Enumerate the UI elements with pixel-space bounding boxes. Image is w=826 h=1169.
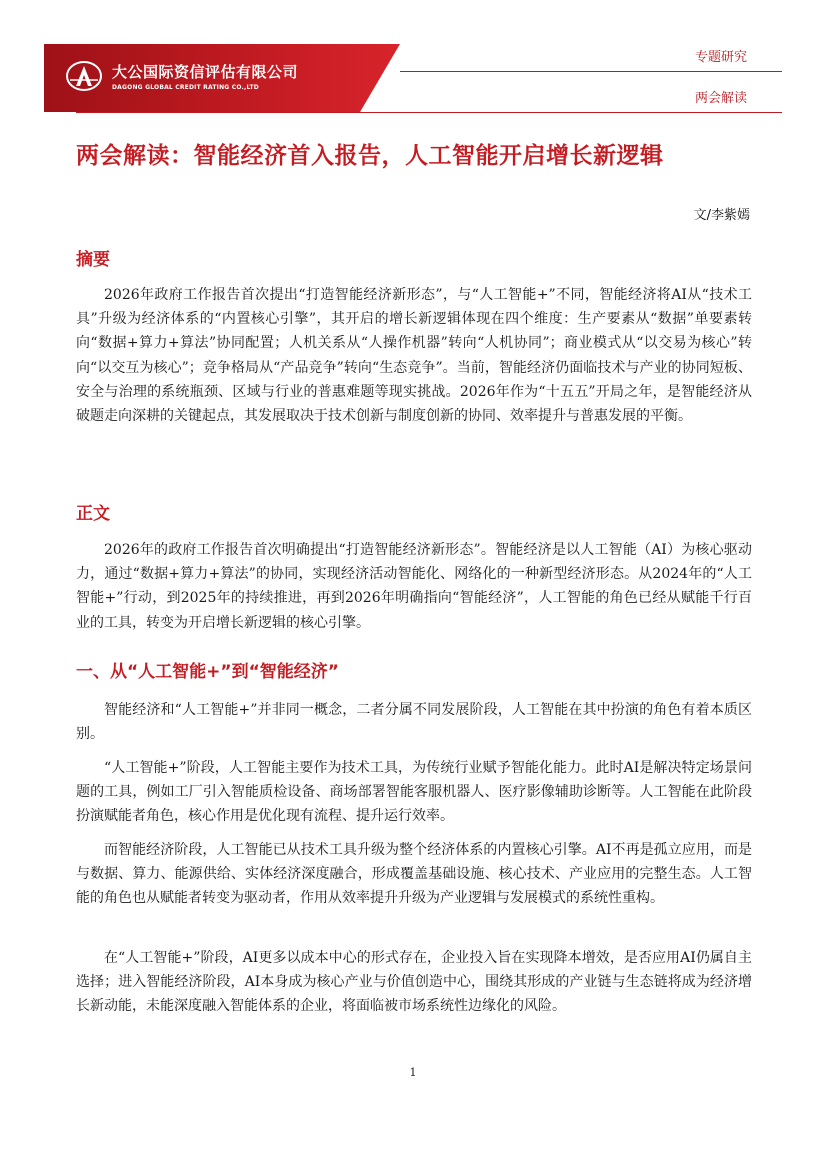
company-name-en: DAGONG GLOBAL CREDIT RATING CO.,LTD	[112, 84, 259, 91]
section1-heading: 一、从“人工智能+”到“智能经济”	[76, 662, 339, 682]
abstract-paragraph: 2026年政府工作报告首次提出“打造智能经济新形态”，与“人工智能+”不同，智能经济将AI从“技术工具”升级为经济体系的“内置核心引擎”，其开启的增长新逻辑体现在四个维度：生产要素从“数据”单要素转向“数据+算力+算法”协同配置；人机关系从“人操作机器”转向“人机协同”；商业模式从“以交易为核心”转向“以交互为核心”；竞争格局从“产品竞争”转向“生态竞争”。当前，智能经济仍面临技术与产业的协同短板、安全与治理的系统瓶颈、区域与行业的普惠难题等现实挑战。2026年作为“十五五”开局之年，是智能经济从破题走向深耕的关键起点，其发展取决于技术创新与制度创新的协同、效率提升与普惠发展的平衡。	[76, 287, 752, 425]
header-bottom-rule	[76, 112, 782, 113]
author-line: 文/李紫嫣	[693, 208, 750, 223]
subcategory-label: 两会解读	[694, 91, 747, 106]
body-heading: 正文	[76, 504, 110, 524]
section1-paragraph-2: “人工智能+”阶段，人工智能主要作为技术工具，为传统行业赋予智能化能力。此时AI是解决特定场景问题的工具，例如工厂引入智能质检设备、商场部署智能客服机器人、医疗影像辅助诊断等。人工智能在此阶段扮演赋能者角色，核心作用是优化现有流程、提升运行效率。	[76, 760, 752, 825]
header-tags	[660, 46, 782, 111]
section1-paragraph-4: 在“人工智能+”阶段，AI更多以成本中心的形式存在，企业投入旨在实现降本增效，是否应用AI仍属自主选择；进入智能经济阶段，AI本身成为核心产业与价值创造中心，围绕其形成的产业链与生态链将成为经济增长新动能，未能深度融入智能体系的企业，将面临被市场系统性边缘化的风险。	[76, 950, 752, 1015]
company-logo	[64, 58, 298, 94]
section1-paragraph-1: 智能经济和“人工智能+”并非同一概念，二者分属不同发展阶段，人工智能在其中扮演的角色有着本质区别。	[76, 702, 752, 743]
page-number: 1	[409, 1066, 417, 1079]
section1-paragraph-3: 而智能经济阶段，人工智能已从技术工具升级为整个经济体系的内置核心引擎。AI不再是孤立应用，而是与数据、算力、能源供给、实体经济深度融合，形成覆盖基础设施、核心技术、产业应用的完整生态。人工智能的角色也从赋能者转变为驱动者，作用从效率提升升级为产业逻辑与发展模式的系统性重构。	[76, 842, 752, 907]
category-label: 专题研究	[694, 50, 747, 65]
page-title: 两会解读：智能经济首入报告，人工智能开启增长新逻辑	[76, 143, 664, 169]
company-name-cn: 大公国际资信评估有限公司	[112, 63, 299, 81]
abstract-heading: 摘要	[76, 250, 110, 270]
body-intro-paragraph: 2026年的政府工作报告首次明确提出“打造智能经济新形态”。智能经济是以人工智能（AI）为核心驱动力，通过“数据+算力+算法”的协同，实现经济活动智能化、网络化的一种新型经济形态。从2024年的“人工智能+”行动，到2025年的持续推进，再到2026年明确指向“智能经济”，人工智能的角色已经从赋能千行百业的工具，转变为开启增长新逻辑的核心引擎。	[76, 542, 752, 631]
dagong-logo-icon	[64, 58, 104, 94]
